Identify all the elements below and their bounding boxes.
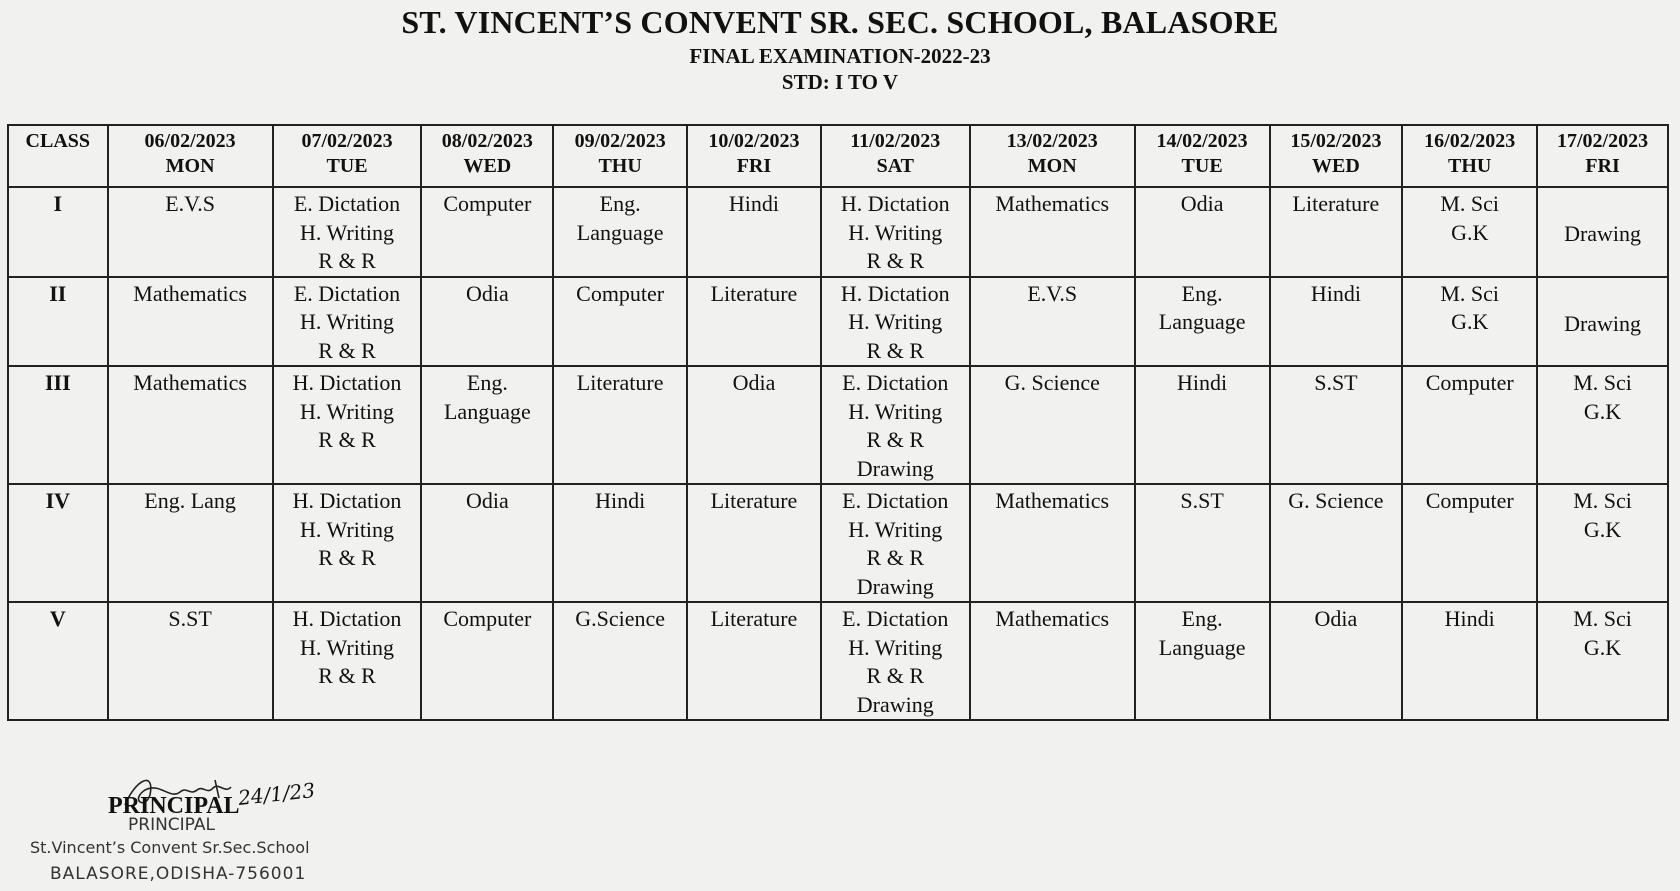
subject-line: H. Dictation bbox=[292, 488, 402, 513]
subject-line: Drawing bbox=[856, 691, 934, 717]
table-row bbox=[8, 366, 1668, 484]
subject-cell bbox=[970, 187, 1135, 277]
subject-line: Language bbox=[1158, 309, 1246, 334]
subject-cell bbox=[1270, 484, 1403, 602]
date-column-header bbox=[108, 125, 273, 187]
subject-cell bbox=[1270, 187, 1403, 277]
column-day: TUE bbox=[1181, 155, 1223, 177]
subject-cell bbox=[273, 366, 422, 484]
subject-cell bbox=[970, 484, 1135, 602]
subject-line: R & R bbox=[318, 427, 376, 452]
subject-line: M. Sci bbox=[1440, 191, 1500, 216]
subject-line: M. Sci bbox=[1573, 488, 1632, 513]
subject-line: Odia bbox=[732, 370, 776, 395]
subject-cell bbox=[553, 277, 687, 367]
date-column-header bbox=[421, 125, 553, 187]
subject-line: Hindi bbox=[728, 191, 779, 216]
exam-timetable bbox=[7, 124, 1669, 721]
subject-line: E. Dictation bbox=[842, 488, 949, 513]
subject-line: H. Writing bbox=[300, 219, 395, 245]
column-date: 07/02/2023 bbox=[301, 130, 393, 152]
subject-line: H. Writing bbox=[300, 398, 395, 424]
date-column-header bbox=[273, 125, 422, 187]
subject-line: Mathematics bbox=[133, 280, 247, 306]
subject-line: H. Writing bbox=[300, 634, 395, 660]
subject-cell bbox=[687, 602, 821, 720]
column-date: 14/02/2023 bbox=[1156, 130, 1248, 152]
subject-line: Language bbox=[443, 398, 531, 424]
subject-cell bbox=[821, 484, 970, 602]
subject-line: Hindi bbox=[1177, 370, 1228, 395]
column-day: MON bbox=[165, 155, 215, 177]
subject-line: Hindi bbox=[1444, 606, 1495, 631]
table-row bbox=[8, 602, 1668, 720]
subject-line: R & R bbox=[318, 248, 376, 273]
subject-cell bbox=[553, 484, 687, 602]
subject-cell bbox=[1537, 366, 1668, 484]
subject-line: Language bbox=[576, 219, 664, 245]
stamp-title: PRINCIPAL bbox=[128, 815, 215, 835]
subject-line: G.K bbox=[1451, 309, 1489, 334]
subject-cell bbox=[421, 602, 553, 720]
stamp-address: BALASORE,ODISHA-756001 bbox=[50, 864, 307, 884]
subject-cell bbox=[1402, 484, 1537, 602]
column-date: 17/02/2023 bbox=[1556, 130, 1649, 152]
subject-line: Drawing bbox=[1564, 221, 1642, 246]
subject-line: H. Writing bbox=[848, 634, 943, 660]
subject-line: Eng. Lang bbox=[144, 488, 236, 513]
subject-line: G. Science bbox=[1004, 370, 1100, 395]
subject-line: G.K bbox=[1583, 516, 1622, 542]
subject-cell bbox=[1537, 277, 1668, 367]
subject-cell bbox=[273, 602, 422, 720]
subject-line: R & R bbox=[866, 337, 925, 363]
subject-line: M. Sci bbox=[1573, 370, 1632, 395]
date-column-header bbox=[1537, 125, 1668, 187]
subject-cell bbox=[553, 366, 687, 484]
date-column-header bbox=[970, 125, 1135, 187]
subject-cell bbox=[1537, 484, 1668, 602]
date-column-header bbox=[1270, 125, 1403, 187]
table-row bbox=[8, 187, 1668, 277]
column-date: 16/02/2023 bbox=[1424, 130, 1516, 152]
subject-line: Literature bbox=[710, 280, 798, 306]
table-row bbox=[8, 484, 1668, 602]
stamp-school: St.Vincent’s Convent Sr.Sec.School bbox=[30, 838, 310, 857]
subject-line: R & R bbox=[318, 663, 376, 688]
subject-cell bbox=[421, 187, 553, 277]
subject-cell bbox=[821, 277, 970, 367]
column-day: SAT bbox=[876, 155, 914, 177]
subject-line: Odia bbox=[465, 488, 509, 513]
column-day: WED bbox=[463, 155, 512, 177]
column-date: 10/02/2023 bbox=[708, 130, 800, 152]
subject-line: Drawing bbox=[856, 573, 934, 599]
subject-line: Computer bbox=[576, 280, 665, 306]
subject-cell bbox=[108, 187, 273, 277]
principal-label: PRINCIPAL bbox=[108, 793, 240, 819]
subject-cell bbox=[1270, 602, 1403, 720]
subject-line: E. Dictation bbox=[842, 606, 949, 631]
subject-line: E.V.S bbox=[1027, 280, 1078, 306]
subject-line: H. Writing bbox=[848, 219, 943, 245]
column-day: THU bbox=[598, 155, 642, 177]
subject-cell bbox=[1402, 187, 1537, 277]
column-date: 13/02/2023 bbox=[1006, 130, 1098, 152]
subject-cell bbox=[821, 602, 970, 720]
subject-line: Eng. bbox=[599, 191, 641, 216]
subject-line: R & R bbox=[866, 545, 925, 570]
subject-line: Literature bbox=[576, 370, 664, 395]
class-cell: I bbox=[8, 187, 108, 277]
column-day: THU bbox=[1448, 155, 1492, 177]
subject-line: Odia bbox=[1314, 606, 1358, 631]
subject-cell bbox=[687, 277, 821, 367]
class-cell: V bbox=[8, 602, 108, 720]
subject-cell bbox=[687, 484, 821, 602]
subject-line: Literature bbox=[710, 606, 798, 631]
subject-line: Computer bbox=[443, 606, 532, 631]
subject-line: Mathematics bbox=[995, 488, 1110, 513]
school-title: ST. VINCENT’S CONVENT SR. SEC. SCHOOL, BALASORE bbox=[401, 4, 1279, 40]
header-row bbox=[8, 125, 1668, 187]
subject-line: Mathematics bbox=[133, 370, 247, 395]
subject-line: R & R bbox=[866, 248, 925, 273]
timetable-body bbox=[8, 187, 1668, 720]
subject-line: Drawing bbox=[1564, 310, 1642, 336]
subject-cell bbox=[1402, 277, 1537, 367]
subject-line: Literature bbox=[710, 488, 798, 513]
column-date: 11/02/2023 bbox=[850, 130, 941, 152]
subject-line: H. Writing bbox=[848, 309, 943, 334]
subject-cell bbox=[108, 484, 273, 602]
subject-cell bbox=[821, 187, 970, 277]
subject-line: H. Writing bbox=[300, 516, 395, 542]
subject-cell bbox=[687, 187, 821, 277]
subject-line: S.ST bbox=[1180, 488, 1224, 513]
subject-cell bbox=[970, 366, 1135, 484]
class-cell: IV bbox=[8, 484, 108, 602]
column-date: 08/02/2023 bbox=[441, 130, 533, 152]
subject-cell bbox=[821, 366, 970, 484]
std-range: STD: I TO V bbox=[781, 70, 899, 94]
subject-line: H. Dictation bbox=[840, 191, 950, 216]
subject-cell bbox=[1402, 602, 1537, 720]
column-day: FRI bbox=[736, 155, 772, 177]
date-column-header bbox=[553, 125, 687, 187]
subject-cell bbox=[1135, 187, 1270, 277]
class-column-header: CLASS bbox=[8, 125, 108, 187]
subject-line: Computer bbox=[1425, 370, 1514, 395]
subject-cell bbox=[553, 602, 687, 720]
subject-line: M. Sci bbox=[1573, 606, 1632, 631]
subject-line: Language bbox=[1158, 634, 1246, 660]
subject-cell bbox=[1135, 366, 1270, 484]
subject-line: G.K bbox=[1451, 219, 1489, 245]
subject-line: Eng. bbox=[466, 370, 508, 395]
subject-line: H. Writing bbox=[848, 516, 943, 542]
subject-cell bbox=[273, 187, 422, 277]
subject-cell bbox=[1135, 484, 1270, 602]
class-cell: III bbox=[8, 366, 108, 484]
subject-line: Odia bbox=[465, 280, 509, 306]
subject-line: R & R bbox=[866, 663, 925, 688]
subject-cell bbox=[421, 277, 553, 367]
subject-line: Computer bbox=[1425, 488, 1514, 513]
subject-cell bbox=[1402, 366, 1537, 484]
table-row bbox=[8, 277, 1668, 367]
subject-cell bbox=[970, 277, 1135, 367]
subject-line: Mathematics bbox=[995, 191, 1110, 216]
subject-cell bbox=[553, 187, 687, 277]
subject-line: E.V.S bbox=[165, 191, 215, 216]
exam-title: FINAL EXAMINATION-2022-23 bbox=[689, 44, 991, 68]
column-date: 09/02/2023 bbox=[574, 130, 666, 152]
subject-cell bbox=[273, 484, 422, 602]
column-day: WED bbox=[1312, 155, 1360, 177]
subject-cell bbox=[1537, 187, 1668, 277]
signature-date: 24/1/23 bbox=[236, 778, 317, 810]
subject-line: Literature bbox=[1292, 191, 1380, 216]
subject-cell bbox=[1537, 602, 1668, 720]
subject-cell bbox=[108, 366, 273, 484]
subject-cell bbox=[1270, 277, 1403, 367]
subject-line: Eng. bbox=[1181, 280, 1223, 306]
subject-cell bbox=[421, 484, 553, 602]
subject-line: E. Dictation bbox=[842, 370, 949, 395]
subject-cell bbox=[1270, 366, 1403, 484]
subject-cell bbox=[1135, 602, 1270, 720]
column-day: MON bbox=[1027, 155, 1077, 177]
subject-line: S.ST bbox=[1314, 370, 1358, 395]
subject-line: G.Science bbox=[575, 606, 666, 631]
subject-line: R & R bbox=[318, 337, 376, 363]
subject-line: H. Dictation bbox=[840, 280, 950, 306]
subject-cell bbox=[421, 366, 553, 484]
subject-line: Computer bbox=[443, 191, 532, 216]
subject-line: Eng. bbox=[1181, 606, 1223, 631]
subject-line: R & R bbox=[318, 545, 376, 570]
subject-line: Hindi bbox=[595, 488, 646, 513]
subject-line: M. Sci bbox=[1440, 280, 1500, 306]
column-day: TUE bbox=[326, 155, 368, 177]
date-column-header bbox=[1135, 125, 1270, 187]
subject-line: H. Writing bbox=[300, 309, 395, 334]
subject-cell bbox=[108, 602, 273, 720]
subject-line: G.K bbox=[1583, 398, 1622, 424]
subject-line: S.ST bbox=[168, 606, 212, 631]
subject-line: G. Science bbox=[1288, 488, 1384, 513]
subject-line: Hindi bbox=[1310, 280, 1361, 306]
subject-line: R & R bbox=[866, 427, 925, 452]
date-column-header bbox=[821, 125, 970, 187]
subject-cell bbox=[273, 277, 422, 367]
column-date: 06/02/2023 bbox=[144, 130, 236, 152]
column-day: FRI bbox=[1585, 155, 1620, 177]
class-cell: II bbox=[8, 277, 108, 367]
subject-line: G.K bbox=[1583, 634, 1622, 660]
subject-cell bbox=[108, 277, 273, 367]
column-date: 15/02/2023 bbox=[1290, 130, 1382, 152]
subject-line: H. Dictation bbox=[292, 370, 402, 395]
subject-cell bbox=[970, 602, 1135, 720]
subject-line: E. Dictation bbox=[293, 280, 401, 306]
subject-line: H. Writing bbox=[848, 398, 943, 424]
date-column-header bbox=[687, 125, 821, 187]
subject-line: H. Dictation bbox=[292, 606, 402, 631]
subject-line: Mathematics bbox=[995, 606, 1110, 631]
subject-cell bbox=[1135, 277, 1270, 367]
date-column-header bbox=[1402, 125, 1537, 187]
subject-line: E. Dictation bbox=[293, 191, 401, 216]
subject-line: Drawing bbox=[856, 455, 934, 481]
subject-cell bbox=[687, 366, 821, 484]
subject-line: Odia bbox=[1180, 191, 1224, 216]
